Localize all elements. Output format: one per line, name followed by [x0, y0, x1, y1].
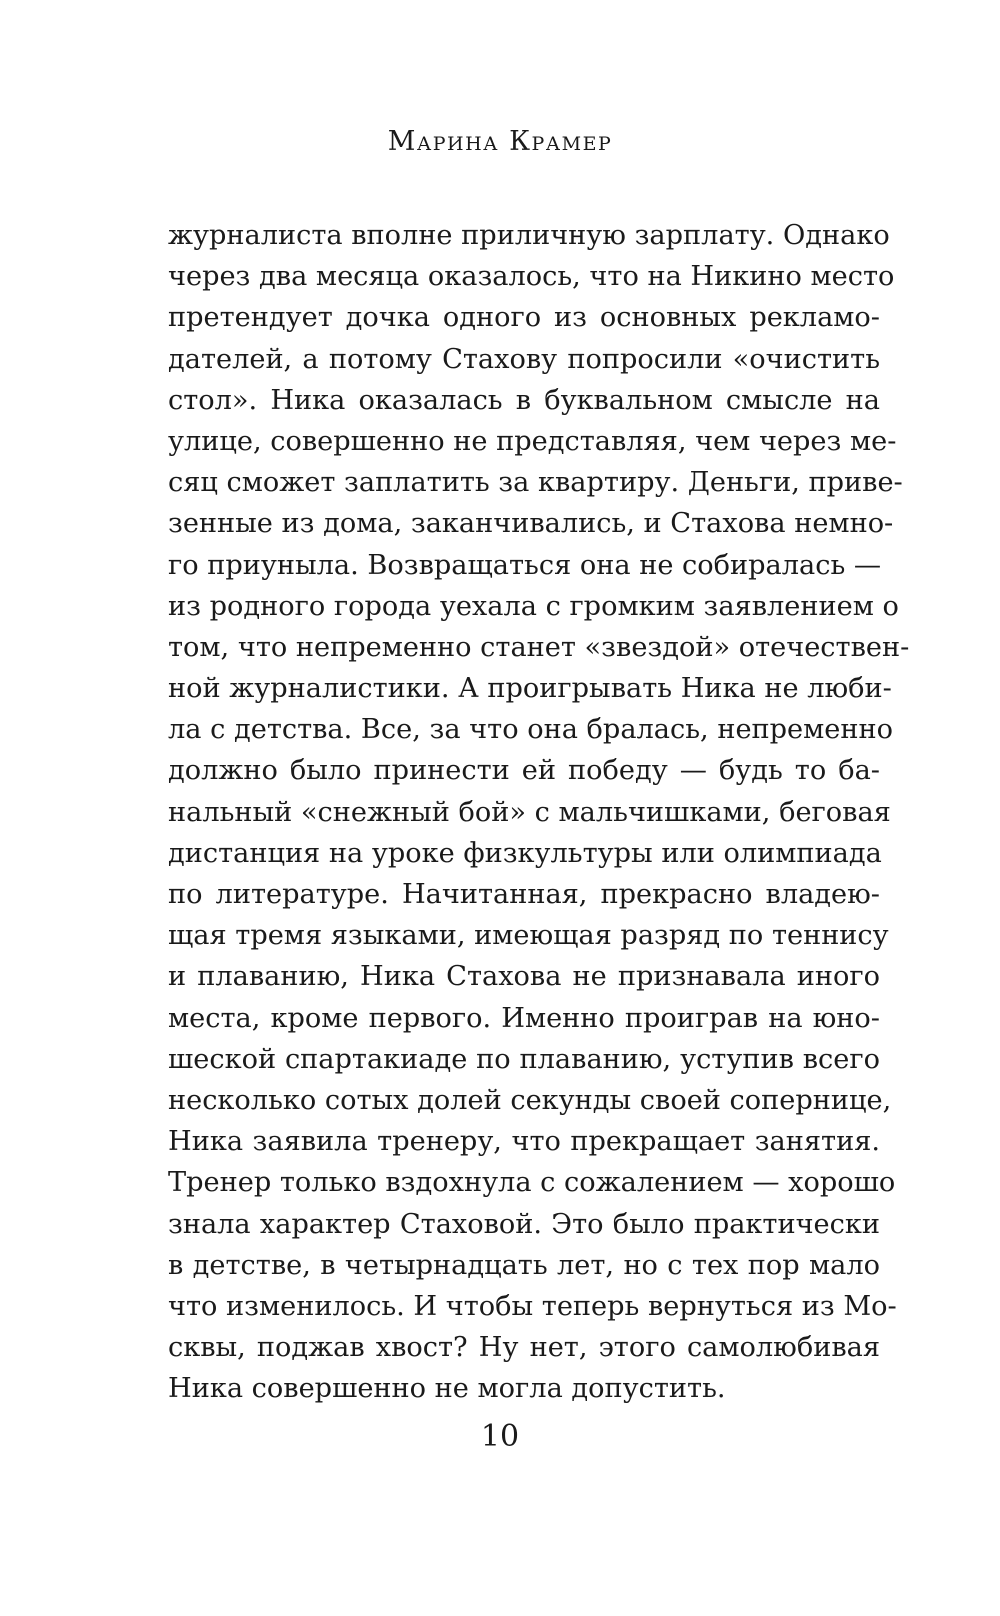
body-text	[168, 215, 910, 1409]
text-line: ной журналистики. А проигрывать Ника не люби-	[168, 673, 892, 705]
running-head-author: Марина Крамер	[387, 126, 613, 157]
text-line: дистанция на уроке физкультуры или олимпиада	[168, 837, 882, 869]
text-line: из родного города уехала с громким заявлением о	[168, 590, 899, 622]
text-line: претендует дочка одного из основных рекламо-	[168, 302, 880, 334]
text-line: Ника заявила тренеру, что прекращает занятия.	[168, 1126, 880, 1158]
text-line: места, кроме первого. Именно проиграв на юно-	[168, 1002, 880, 1034]
text-line: зенные из дома, заканчивались, и Стахова немно-	[168, 508, 894, 540]
text-line: Ника совершенно не могла допустить.	[168, 1373, 726, 1405]
text-line: несколько сотых долей секунды своей сопернице,	[168, 1084, 892, 1116]
text-line: Тренер только вздохнула с сожалением — хорошо	[168, 1167, 896, 1199]
page-number: 10	[480, 1419, 520, 1454]
text-line: том, что непременно станет «звездой» отечествен-	[168, 631, 910, 663]
text-line: что изменилось. И чтобы теперь вернуться из Мо-	[168, 1290, 897, 1322]
text-line: стол». Ника оказалась в буквальном смысле на	[168, 384, 880, 416]
text-line: сквы, поджав хвост? Ну нет, этого самолюбивая	[168, 1332, 880, 1364]
text-line: нальный «снежный бой» с мальчишками, беговая	[168, 796, 891, 828]
text-line: в детстве, в четырнадцать лет, но с тех пор мало	[168, 1249, 880, 1281]
text-line: знала характер Стаховой. Это было практически	[168, 1208, 880, 1240]
text-line: по литературе. Начитанная, прекрасно владею-	[168, 879, 880, 910]
text-line: ла с детства. Все, за что она бралась, непременно	[168, 714, 893, 746]
text-line: дателей, а потому Стахову попросили «очистить	[168, 343, 880, 375]
text-line: через два месяца оказалось, что на Никино место	[168, 261, 895, 293]
text-line: должно было принести ей победу — будь то ба-	[168, 755, 880, 787]
text-line: щая тремя языками, имеющая разряд по теннису	[168, 920, 889, 952]
text-line: улице, совершенно не представляя, чем через ме-	[168, 425, 897, 457]
text-line: го приуныла. Возвращаться она не собиралась —	[168, 549, 882, 581]
text-line: журналиста вполне приличную зарплату. Однако	[168, 220, 890, 251]
text-line: шеской спартакиаде по плаванию, уступив всего	[168, 1043, 880, 1075]
text-line: и плаванию, Ника Стахова не признавала иного	[168, 961, 880, 993]
text-line: сяц сможет заплатить за квартиру. Деньги, приве-	[168, 467, 903, 499]
